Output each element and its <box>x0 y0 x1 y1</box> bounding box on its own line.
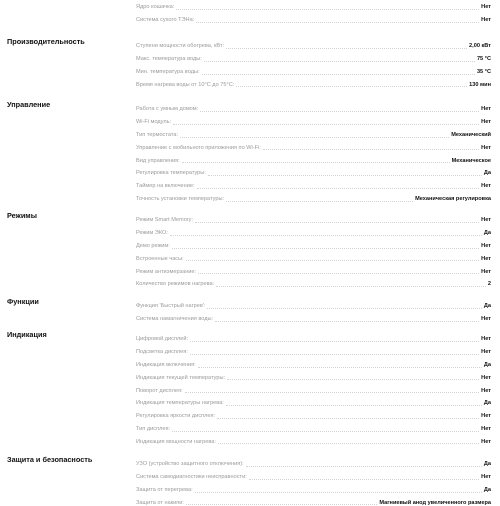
spec-row <box>136 224 491 237</box>
spec-value: Нет <box>481 474 491 481</box>
spec-value: Нет <box>481 183 491 190</box>
spec-row <box>136 407 491 420</box>
dotted-leader <box>218 443 479 444</box>
spec-row <box>136 75 491 88</box>
spec-label: Защита от перегрева: <box>136 487 193 493</box>
spec-value: Нет <box>481 316 491 323</box>
spec-value: Нет <box>481 17 491 24</box>
spec-row <box>136 100 491 113</box>
spec-value: Магниевый анод увеличенного размера <box>379 499 491 506</box>
spec-value: Нет <box>481 374 491 381</box>
spec-label: Ступени мощности обогрева, кВт: <box>136 43 225 50</box>
spec-value: Механическая регулировка <box>415 196 491 202</box>
spec-label: Индикация температуры нагрева: <box>136 400 224 407</box>
spec-row <box>136 297 491 310</box>
spec-value: Нет <box>481 106 491 113</box>
spec-row <box>136 468 491 481</box>
spec-label: Режим Smart Memory: <box>136 217 194 224</box>
spec-row <box>136 420 491 433</box>
spec-value: 130 мин <box>469 81 491 88</box>
spec-row <box>136 0 491 11</box>
spec-label: Регулировка яркости дисплея: <box>136 413 216 420</box>
spec-row <box>136 126 491 139</box>
spec-value: Нет <box>481 387 491 394</box>
spec-row <box>136 356 491 369</box>
spec-row <box>136 262 491 275</box>
section-title: Производительность <box>7 37 85 46</box>
spec-value: 75 °С <box>476 56 491 63</box>
spec-value: 35 °С <box>476 69 491 75</box>
spec-value: Нет <box>481 413 491 420</box>
spec-value: Нет <box>481 119 491 126</box>
spec-value: Да <box>483 461 491 468</box>
spec-label: Функция 'Быстрый нагрев': <box>136 303 206 310</box>
spec-row <box>136 177 491 190</box>
spec-value: 2 <box>487 281 491 288</box>
spec-label: Управление с мобильного приложения по Wi-Fi: <box>136 144 261 151</box>
dotted-leader <box>226 201 413 202</box>
spec-label: Тип дисплея: <box>136 426 171 432</box>
spec-label: Система намагничения воды: <box>136 316 214 323</box>
dotted-leader <box>215 321 479 322</box>
spec-label: Вид управления: <box>136 157 180 164</box>
spec-value: Да <box>483 303 491 310</box>
section-title: Функции <box>7 297 39 306</box>
spec-label: Ядро кошачка: <box>136 4 175 11</box>
spec-row <box>136 138 491 151</box>
spec-label: Время нагрева воды от 10°С до 75°С: <box>136 81 235 88</box>
spec-row <box>136 37 491 50</box>
spec-value: Да <box>483 170 491 177</box>
spec-label: Система сухого ТЭНа: <box>136 17 195 24</box>
section-title: Управление <box>7 100 51 109</box>
spec-value: Нет <box>481 144 491 151</box>
spec-label: Wi-Fi модуль: <box>136 119 172 126</box>
spec-row <box>136 368 491 381</box>
section-title: Режимы <box>7 211 37 220</box>
spec-row <box>136 310 491 323</box>
spec-row <box>136 113 491 126</box>
spec-row <box>136 455 491 468</box>
spec-label: Индикация включения: <box>136 362 196 368</box>
spec-value: Нет <box>481 438 491 445</box>
spec-label: Встроенные часы: <box>136 255 184 262</box>
spec-label: Мин. температура воды: <box>136 69 200 75</box>
spec-row <box>136 381 491 394</box>
spec-label: Защита от накипи: <box>136 499 184 506</box>
spec-row <box>136 330 491 343</box>
spec-value: Механическое <box>451 157 491 164</box>
spec-label: Точность установки температуры: <box>136 196 225 202</box>
spec-label: Таймер на включение: <box>136 183 195 190</box>
spec-row <box>136 164 491 177</box>
spec-label: Индикация текущей температуры: <box>136 374 226 381</box>
spec-label: Демо режим: <box>136 243 170 249</box>
spec-label: Режим ЭКО: <box>136 230 168 237</box>
spec-label: Работа с умным домом: <box>136 106 199 113</box>
spec-value: Нет <box>481 349 491 356</box>
spec-row <box>136 275 491 288</box>
dotted-leader <box>196 22 479 23</box>
dotted-leader <box>236 86 467 87</box>
spec-value: Да <box>483 400 491 407</box>
spec-value: Нет <box>481 426 491 432</box>
section-title: Индикация <box>7 330 47 339</box>
spec-value: Механический <box>451 132 491 138</box>
spec-value: Нет <box>481 243 491 249</box>
spec-value: Нет <box>481 255 491 262</box>
spec-value: 2,00 кВт <box>469 43 491 50</box>
spec-value: Да <box>483 230 491 237</box>
spec-value: Нет <box>481 336 491 343</box>
spec-label: Цифровой дисплей: <box>136 336 189 343</box>
spec-value: Нет <box>481 268 491 275</box>
spec-value: Да <box>483 487 491 493</box>
spec-value: Да <box>483 362 491 368</box>
spec-value: Нет <box>481 4 491 11</box>
spec-label: Макс. температура воды: <box>136 56 202 63</box>
dotted-leader <box>216 286 486 287</box>
spec-row <box>136 11 491 24</box>
section-title: Защита и безопасность <box>7 455 93 464</box>
spec-row <box>136 432 491 445</box>
spec-row <box>136 50 491 63</box>
spec-label: Режим антиэмерзание: <box>136 268 197 275</box>
spec-label: Количество режимов нагрева: <box>136 281 215 288</box>
spec-row <box>136 394 491 407</box>
spec-label: Система самодиагностики неисправности: <box>136 474 247 481</box>
spec-label: Индикация мощности нагрева: <box>136 438 216 445</box>
spec-row <box>136 63 491 76</box>
spec-row <box>136 151 491 164</box>
spec-label: Поворот дисплея: <box>136 387 183 394</box>
spec-label: Тип термостата: <box>136 132 179 138</box>
spec-label: Подсветка дисплея: <box>136 349 188 356</box>
spec-value: Нет <box>481 217 491 224</box>
spec-label: Регулировка температуры: <box>136 170 206 177</box>
spec-row <box>136 190 491 203</box>
spec-row <box>136 237 491 250</box>
dotted-leader <box>186 504 377 505</box>
spec-row <box>136 211 491 224</box>
spec-row <box>136 481 491 494</box>
spec-label: УЗО (устройство защитного отключения): <box>136 461 244 468</box>
spec-row <box>136 343 491 356</box>
spec-row <box>136 249 491 262</box>
